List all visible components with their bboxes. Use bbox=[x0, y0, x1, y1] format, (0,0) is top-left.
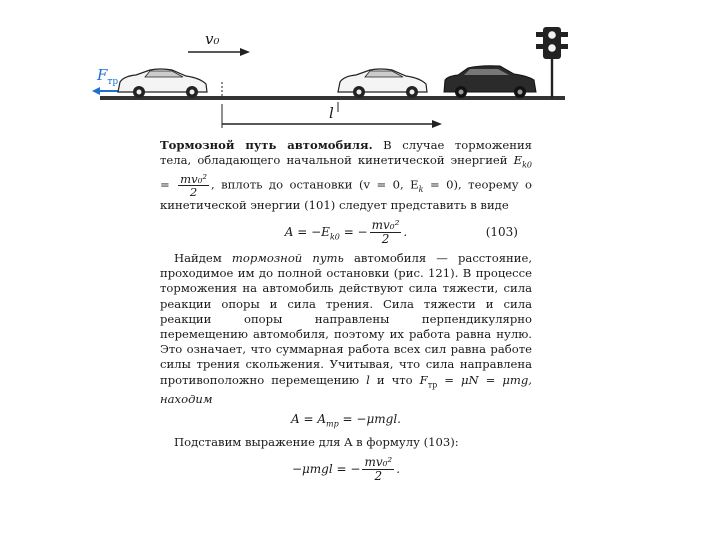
distance-label: l bbox=[329, 104, 334, 122]
equation-103: $A = -E_{k0}$ = − $\frac{\text{mv₀²}}{2}$ . (103) bbox=[284, 217, 518, 246]
section-title: Тормозной путь автомобиля. bbox=[160, 138, 373, 152]
road-line bbox=[100, 96, 565, 100]
equation-work: $A = A_{тр} = -\mu mgl$. bbox=[291, 412, 401, 429]
car-icon-stop bbox=[338, 69, 427, 98]
paragraph-intro: Тормозной путь автомобиля. В случае торможения тела, обладающего начальной кинетической энергией $E_{k0}$ = $\frac{\text{mv₀²}}{2}$ , вплоть до остановки (v = 0, $E_k = 0$), теорему о кинетической энергии (101) следует представить в виде bbox=[160, 138, 532, 212]
traffic-light-icon bbox=[536, 27, 568, 98]
velocity-arrow-icon bbox=[188, 48, 250, 56]
friction-arrow-icon bbox=[92, 87, 118, 95]
velocity-label: v₀ bbox=[205, 30, 220, 48]
car-icon-start bbox=[118, 69, 207, 98]
figure-braking-distance bbox=[0, 0, 720, 135]
equation-final: −μmgl = − $\frac{\text{mv₀²}}{2}$ . bbox=[291, 455, 401, 484]
paragraph-substitute: Подставим выражение для A в формулу (103): bbox=[174, 435, 459, 450]
paragraph-braking: Найдем тормозной путь автомобиля — расстояние, проходимое им до полной остановки (рис. 121). В процессе торможения на автомобиль действуют сила тяжести, сила реакции опоры и сила трения. Сила тяжести и сила реакции опоры направлены перпендикулярно перемещению автомобиля, поэтому их работа равна нулю. Это означает, что суммарная работа всех сил равна работе силы трения скольжения. Учитывая, что сила направлена противоположно перемещению l и что $F_{тр} = \mu N = \mu mg$, находим bbox=[160, 250, 533, 407]
equation-number: (103) bbox=[485, 224, 518, 239]
car-icon-ahead bbox=[444, 66, 536, 98]
text-block bbox=[160, 138, 532, 488]
fraction-kinetic: $\frac{\text{mv₀²}}{2}$ bbox=[180, 171, 208, 199]
friction-label: $F_{тр}$ bbox=[97, 66, 119, 87]
